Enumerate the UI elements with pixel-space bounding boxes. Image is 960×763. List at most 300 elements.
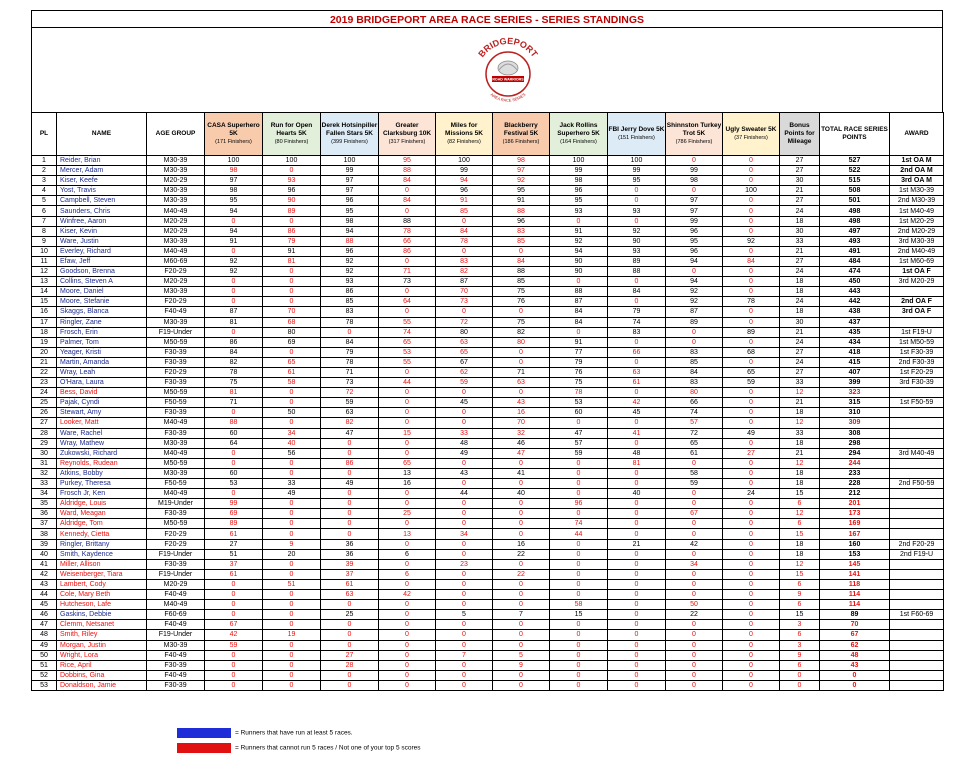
race-score: 6 [379,569,436,579]
race-score: 94 [666,277,723,287]
race-score: 0 [723,246,780,256]
age-group: F60-69 [147,610,205,620]
race-score: 0 [263,468,321,478]
race-score: 90 [550,256,608,266]
race-score: 0 [550,509,608,519]
race-score: 68 [263,317,321,327]
award [890,680,944,690]
age-group: M40-49 [147,600,205,610]
race-score: 0 [723,519,780,529]
table-row [32,378,944,388]
race-score: 71 [321,367,379,377]
race-score: 89 [205,519,263,529]
race-score: 0 [493,670,550,680]
runner-name: Hutcheson, Lafe [57,600,147,610]
race-score: 0 [666,579,723,589]
race-score: 72 [436,317,493,327]
race-score: 81 [205,317,263,327]
award [890,408,944,418]
race-score: 95 [666,236,723,246]
race-score: 78 [379,226,436,236]
race-score: 0 [723,277,780,287]
race-score: 0 [550,650,608,660]
race-score: 0 [723,610,780,620]
race-score: 34 [436,529,493,539]
race-score: 0 [263,287,321,297]
race-score: 0 [608,438,666,448]
column-header-label: CASA Superhero 5K [207,122,260,137]
age-group: M30-39 [147,468,205,478]
award: 3rd M40-49 [890,448,944,458]
total-points: 435 [820,327,890,337]
race-score: 100 [321,156,379,166]
race-score: 90 [550,267,608,277]
race-score: 84 [550,317,608,327]
column-header-label: Miles for Missions 5K [445,122,483,137]
race-score: 99 [436,166,493,176]
race-score: 0 [436,590,493,600]
table-row [32,277,944,287]
race-score: 78 [321,357,379,367]
race-score: 0 [321,670,379,680]
standings-table [31,112,944,691]
bonus-points: 6 [780,630,820,640]
table-row [32,176,944,186]
race-score: 0 [493,479,550,489]
table-row [32,408,944,418]
race-score: 0 [723,559,780,569]
race-score: 0 [205,297,263,307]
column-header [666,113,723,156]
race-score: 0 [205,216,263,226]
race-score: 0 [550,590,608,600]
race-score: 78 [436,236,493,246]
column-header [608,113,666,156]
runner-name: Wray, Mathew [57,438,147,448]
runner-name: Miller, Allison [57,559,147,569]
total-points: 48 [820,650,890,660]
race-score: 0 [723,590,780,600]
bonus-points: 18 [780,539,820,549]
race-score: 0 [666,680,723,690]
place-cell: 33 [32,479,57,489]
runner-name: Reider, Brian [57,156,147,166]
bonus-points: 15 [780,529,820,539]
race-score: 0 [263,660,321,670]
bonus-points: 3 [780,620,820,630]
race-score: 0 [379,489,436,499]
race-score: 0 [321,448,379,458]
race-score: 97 [666,196,723,206]
race-score: 0 [723,630,780,640]
runner-name: Moore, Stefanie [57,297,147,307]
place-cell: 9 [32,236,57,246]
age-group: F40-49 [147,620,205,630]
bonus-points: 6 [780,499,820,509]
bonus-points: 12 [780,458,820,468]
race-score: 72 [321,388,379,398]
race-score: 87 [550,297,608,307]
race-score: 0 [723,569,780,579]
race-score: 91 [550,226,608,236]
race-score: 0 [263,650,321,660]
race-score: 7 [436,650,493,660]
table-row [32,559,944,569]
bonus-points: 33 [780,236,820,246]
place-cell: 6 [32,206,57,216]
standings-sheet [31,10,943,752]
bonus-points: 6 [780,519,820,529]
award: 1st M20-29 [890,216,944,226]
total-points: 228 [820,479,890,489]
legend-qualified-text: = Runners that have run at least 5 races. [235,729,353,737]
table-row [32,590,944,600]
race-score: 81 [263,256,321,266]
column-header-finishers: (164 Finishers) [560,139,597,145]
table-row [32,479,944,489]
award: 3rd OA F [890,307,944,317]
race-score: 0 [321,438,379,448]
race-score: 95 [493,186,550,196]
race-score: 59 [723,378,780,388]
race-score: 0 [436,479,493,489]
race-score: 0 [379,186,436,196]
table-row [32,458,944,468]
award [890,489,944,499]
place-cell: 13 [32,277,57,287]
race-score: 75 [550,378,608,388]
table-row [32,216,944,226]
race-score: 16 [379,479,436,489]
place-cell: 27 [32,418,57,428]
race-score: 91 [436,196,493,206]
column-header [263,113,321,156]
column-header-finishers: (317 Finishers) [388,139,426,145]
race-score: 0 [608,509,666,519]
race-score: 0 [379,388,436,398]
place-cell: 10 [32,246,57,256]
race-score: 47 [493,448,550,458]
race-score: 0 [205,448,263,458]
bonus-points: 24 [780,357,820,367]
race-score: 0 [493,620,550,630]
race-score: 0 [723,226,780,236]
award: 3rd M30-39 [890,236,944,246]
bonus-points: 24 [780,297,820,307]
race-score: 0 [379,287,436,297]
table-row [32,166,944,176]
race-score: 0 [550,277,608,287]
age-group: F30-39 [147,559,205,569]
runner-name: O'Hara, Laura [57,378,147,388]
race-score: 98 [205,186,263,196]
place-cell: 24 [32,388,57,398]
runner-name: Wright, Lora [57,650,147,660]
age-group: M60-69 [147,256,205,266]
race-score: 87 [205,307,263,317]
race-score: 94 [205,206,263,216]
race-score: 98 [493,156,550,166]
race-score: 0 [723,216,780,226]
total-points: 493 [820,236,890,246]
total-points: 508 [820,186,890,196]
bonus-points: 12 [780,509,820,519]
runner-name: Zukowski, Richard [57,448,147,458]
race-score: 0 [666,620,723,630]
race-score: 73 [379,277,436,287]
total-points: 173 [820,509,890,519]
total-points: 418 [820,347,890,357]
race-score: 84 [379,196,436,206]
race-score: 0 [263,347,321,357]
race-score: 0 [205,458,263,468]
race-score: 0 [608,216,666,226]
table-row [32,367,944,377]
race-score: 5 [436,610,493,620]
runner-name: Palmer, Tom [57,337,147,347]
race-score: 0 [205,327,263,337]
race-score: 76 [550,367,608,377]
race-score: 99 [321,166,379,176]
race-score: 0 [436,307,493,317]
race-score: 0 [550,539,608,549]
bonus-points: 21 [780,448,820,458]
race-score: 0 [723,600,780,610]
table-row [32,529,944,539]
table-row [32,579,944,589]
race-score: 51 [205,549,263,559]
race-score: 0 [205,287,263,297]
race-score: 84 [493,256,550,266]
bonus-points: 27 [780,166,820,176]
race-score: 0 [723,267,780,277]
place-cell: 51 [32,660,57,670]
race-score: 0 [608,519,666,529]
race-score: 0 [321,468,379,478]
race-score: 0 [608,186,666,196]
race-score: 100 [263,156,321,166]
race-score: 49 [436,448,493,458]
award: 3rd M20-29 [890,277,944,287]
race-score: 42 [666,539,723,549]
total-points: 67 [820,630,890,640]
race-score: 0 [550,660,608,670]
race-score: 0 [436,549,493,559]
runner-name: Aldridge, Tom [57,519,147,529]
race-score: 99 [550,166,608,176]
race-score: 60 [205,428,263,438]
place-cell: 8 [32,226,57,236]
age-group: F30-39 [147,660,205,670]
place-cell: 40 [32,549,57,559]
table-row [32,246,944,256]
race-score: 0 [436,670,493,680]
award [890,388,944,398]
race-score: 0 [379,499,436,509]
bonus-points: 33 [780,378,820,388]
race-score: 0 [436,600,493,610]
race-score: 0 [379,650,436,660]
award: 2nd F30-39 [890,357,944,367]
race-score: 0 [263,519,321,529]
race-score: 0 [263,610,321,620]
race-score: 0 [379,680,436,690]
race-score: 84 [436,226,493,236]
award [890,509,944,519]
race-score: 92 [666,297,723,307]
race-score: 67 [205,620,263,630]
bonus-points: 21 [780,186,820,196]
runner-name: Donaldson, Jamie [57,680,147,690]
place-cell: 39 [32,539,57,549]
race-score: 96 [263,186,321,196]
runner-name: Aldridge, Louis [57,499,147,509]
award [890,650,944,660]
total-points: 315 [820,398,890,408]
age-group: F40-49 [147,650,205,660]
race-score: 70 [493,418,550,428]
place-cell: 18 [32,327,57,337]
race-score: 0 [436,519,493,529]
bonus-points: 12 [780,418,820,428]
race-score: 66 [666,398,723,408]
total-points: 153 [820,549,890,559]
total-points: 434 [820,337,890,347]
race-score: 0 [436,630,493,640]
race-score: 83 [608,327,666,337]
race-score: 0 [263,620,321,630]
place-cell: 3 [32,176,57,186]
place-cell: 32 [32,468,57,478]
award: 1st M30-39 [890,186,944,196]
runner-name: Kiser, Kevin [57,226,147,236]
race-score: 94 [550,246,608,256]
total-points: 484 [820,256,890,266]
race-score: 87 [666,307,723,317]
race-score: 84 [608,287,666,297]
table-row [32,206,944,216]
race-score: 44 [379,378,436,388]
runner-name: Pajak, Cyndi [57,398,147,408]
award: 1st F20-29 [890,367,944,377]
race-score: 0 [550,327,608,337]
table-row [32,398,944,408]
age-group: F40-49 [147,590,205,600]
race-score: 60 [205,468,263,478]
race-score: 40 [608,489,666,499]
race-score: 63 [436,337,493,347]
race-score: 0 [379,519,436,529]
race-score: 53 [550,398,608,408]
race-score: 0 [608,357,666,367]
race-score: 0 [723,317,780,327]
race-score: 42 [205,630,263,640]
total-points: 201 [820,499,890,509]
place-cell: 19 [32,337,57,347]
race-score: 0 [263,458,321,468]
bonus-points: 15 [780,489,820,499]
total-points: 310 [820,408,890,418]
race-score: 0 [379,630,436,640]
age-group: F19-Under [147,549,205,559]
race-score: 20 [263,549,321,559]
race-score: 96 [321,246,379,256]
bonus-points: 15 [780,610,820,620]
bonus-points: 6 [780,660,820,670]
bonus-points: 24 [780,267,820,277]
runner-name: Everley, Richard [57,246,147,256]
race-score: 82 [436,267,493,277]
age-group: M50-59 [147,388,205,398]
race-score: 0 [205,610,263,620]
race-score: 84 [205,347,263,357]
race-score: 0 [666,327,723,337]
total-points: 212 [820,489,890,499]
total-points: 527 [820,156,890,166]
column-header [205,113,263,156]
race-score: 0 [436,680,493,690]
race-score: 88 [205,418,263,428]
award [890,468,944,478]
runner-name: Morgan, Justin [57,640,147,650]
race-score: 0 [205,579,263,589]
race-score: 0 [666,549,723,559]
race-score: 50 [666,600,723,610]
race-score: 98 [550,176,608,186]
race-score: 0 [263,529,321,539]
age-group: F19-Under [147,569,205,579]
race-score: 61 [263,367,321,377]
race-score: 0 [723,509,780,519]
race-score: 89 [608,256,666,266]
race-score: 85 [493,236,550,246]
race-score: 0 [321,529,379,539]
column-header-label: TOTAL RACE SERIES POINTS [821,126,888,141]
runner-name: Clemm, Netsanet [57,620,147,630]
race-score: 0 [608,479,666,489]
award: 2nd M30-39 [890,196,944,206]
race-score: 53 [379,347,436,357]
race-score: 71 [493,367,550,377]
age-group: M19-Under [147,499,205,509]
total-points: 522 [820,166,890,176]
race-score: 0 [263,569,321,579]
race-score: 0 [263,166,321,176]
total-points: 501 [820,196,890,206]
total-points: 399 [820,378,890,388]
race-score: 0 [666,489,723,499]
race-score: 0 [205,246,263,256]
total-points: 308 [820,428,890,438]
column-header-finishers: (399 Finishers) [331,139,368,145]
column-header-finishers: (80 Finishers) [274,139,309,145]
race-score: 88 [493,267,550,277]
race-score: 23 [436,559,493,569]
column-header-label: NAME [91,130,112,137]
race-score: 0 [493,509,550,519]
column-header [57,113,147,156]
bonus-points: 12 [780,559,820,569]
runner-name: Ware, Justin [57,236,147,246]
race-score: 97 [666,206,723,216]
total-points: 515 [820,176,890,186]
runner-name: Campbell, Steven [57,196,147,206]
bonus-points: 6 [780,600,820,610]
race-score: 57 [666,418,723,428]
race-score: 0 [321,600,379,610]
race-score: 92 [666,287,723,297]
race-score: 83 [666,378,723,388]
